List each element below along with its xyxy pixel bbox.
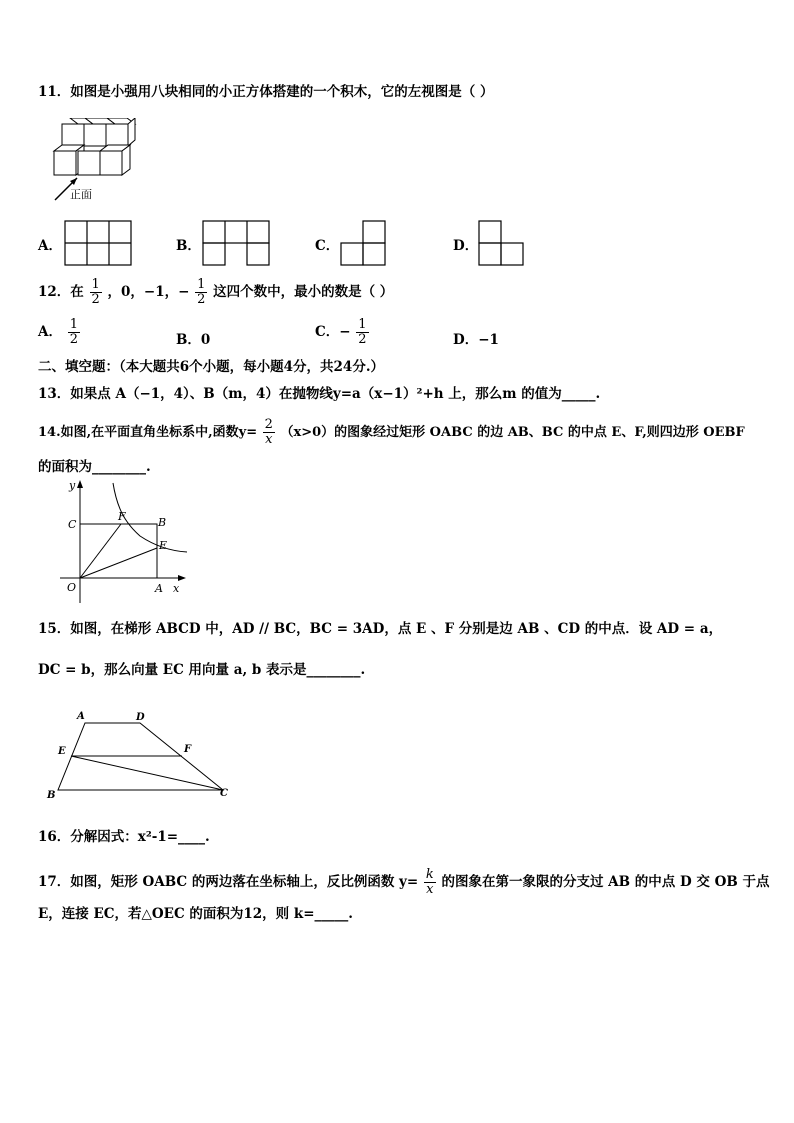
- q12-option-b: B．0: [176, 332, 211, 348]
- q11-option-b-label: B．: [176, 238, 201, 254]
- q13-text: 13．如果点 A（−1，4）、B（m，4）在抛物线y=a（x−1）²+h 上，那么m 的值为_____.: [38, 386, 601, 402]
- q12-text: [38, 278, 393, 307]
- q16-text: 16．分解因式：x²-1=____.: [38, 829, 210, 845]
- q15-label-d: D: [136, 712, 145, 723]
- q14-label-a: A: [155, 582, 163, 595]
- q15-label-a: A: [77, 711, 85, 722]
- q17-frac: $\frac{k}{x}$: [425, 867, 434, 897]
- q14-label-b: B: [158, 516, 167, 529]
- q14-label-e: E: [159, 539, 168, 552]
- q15-label-e: E: [58, 746, 66, 757]
- q11-cube-figure: [45, 118, 140, 203]
- q15-label-c: C: [220, 788, 228, 799]
- q15-line2: DC = b，那么向量 EC 用向量 a, b 表示是________.: [38, 662, 366, 678]
- q11-option-a-label: A．: [38, 238, 62, 254]
- q15-line1: 15．如图，在梯形 ABCD 中，AD // BC，BC = 3AD，点 E 、F 分别是边 AB 、CD 的中点．设 AD = a，: [38, 621, 723, 637]
- q11-option-d-figure: [478, 220, 524, 266]
- q15-trapezoid-figure: [45, 708, 235, 803]
- q14-label-f: F: [118, 510, 126, 523]
- q12-mid: ，0，−1，−: [107, 284, 190, 300]
- q14-suffix: （x>0）的图象经过矩形 OABC 的边 AB、BC 的中点 E、F,则四边形 OEBF: [280, 425, 745, 440]
- q17-text: [38, 868, 769, 897]
- q14-line2: 的面积为________.: [38, 459, 151, 475]
- q17-prefix: 17．如图，矩形 OABC 的两边落在坐标轴上，反比例函数 y=: [38, 874, 419, 890]
- q14-label-x: x: [173, 582, 180, 595]
- q11-text: 11．如图是小强用八块相同的小正方体搭建的一个积木，它的左视图是（ ）: [38, 84, 494, 100]
- q11-option-d-label: D．: [453, 238, 479, 254]
- q14-label-o: O: [67, 581, 77, 594]
- q12-option-c: C．− $\frac{1}{2}$: [315, 317, 367, 347]
- q14-frac: $\frac{2}{x}$: [264, 417, 273, 447]
- q12-frac-half: $\frac{1}{2}$: [91, 277, 100, 307]
- q11-option-c-label: C．: [315, 238, 340, 254]
- q11-front-label: 正面: [70, 188, 92, 201]
- q14-label-y: y: [69, 479, 76, 492]
- q11-option-a-figure: [64, 220, 132, 266]
- q17-suffix: 的图象在第一象限的分支过 AB 的中点 D 交 OB 于点: [441, 874, 770, 890]
- q14-coordinate-figure: [55, 478, 190, 606]
- q15-label-f: F: [184, 744, 192, 755]
- q12-frac-neg-half: $\frac{1}{2}$: [197, 277, 206, 307]
- q11-option-c-figure: [340, 220, 386, 266]
- q14-label-c: C: [68, 518, 77, 531]
- q11-option-b-figure: [202, 220, 270, 266]
- q14-prefix: 14.如图,在平面直角坐标系中,函数y=: [38, 425, 258, 440]
- q12-option-a: A． $\frac{1}{2}$: [38, 317, 78, 347]
- q12-option-d: D．−1: [453, 332, 499, 348]
- q15-label-b: B: [47, 790, 56, 801]
- q12-suffix: 这四个数中，最小的数是（ ）: [213, 284, 394, 300]
- q14-text: [38, 418, 745, 447]
- q17-line2: E，连接 EC，若△OEC 的面积为12，则 k=_____.: [38, 906, 354, 922]
- q12-prefix: 12．在: [38, 284, 84, 300]
- section-2-heading: 二、填空题：（本大题共6个小题，每小题4分，共24分.）: [38, 359, 385, 375]
